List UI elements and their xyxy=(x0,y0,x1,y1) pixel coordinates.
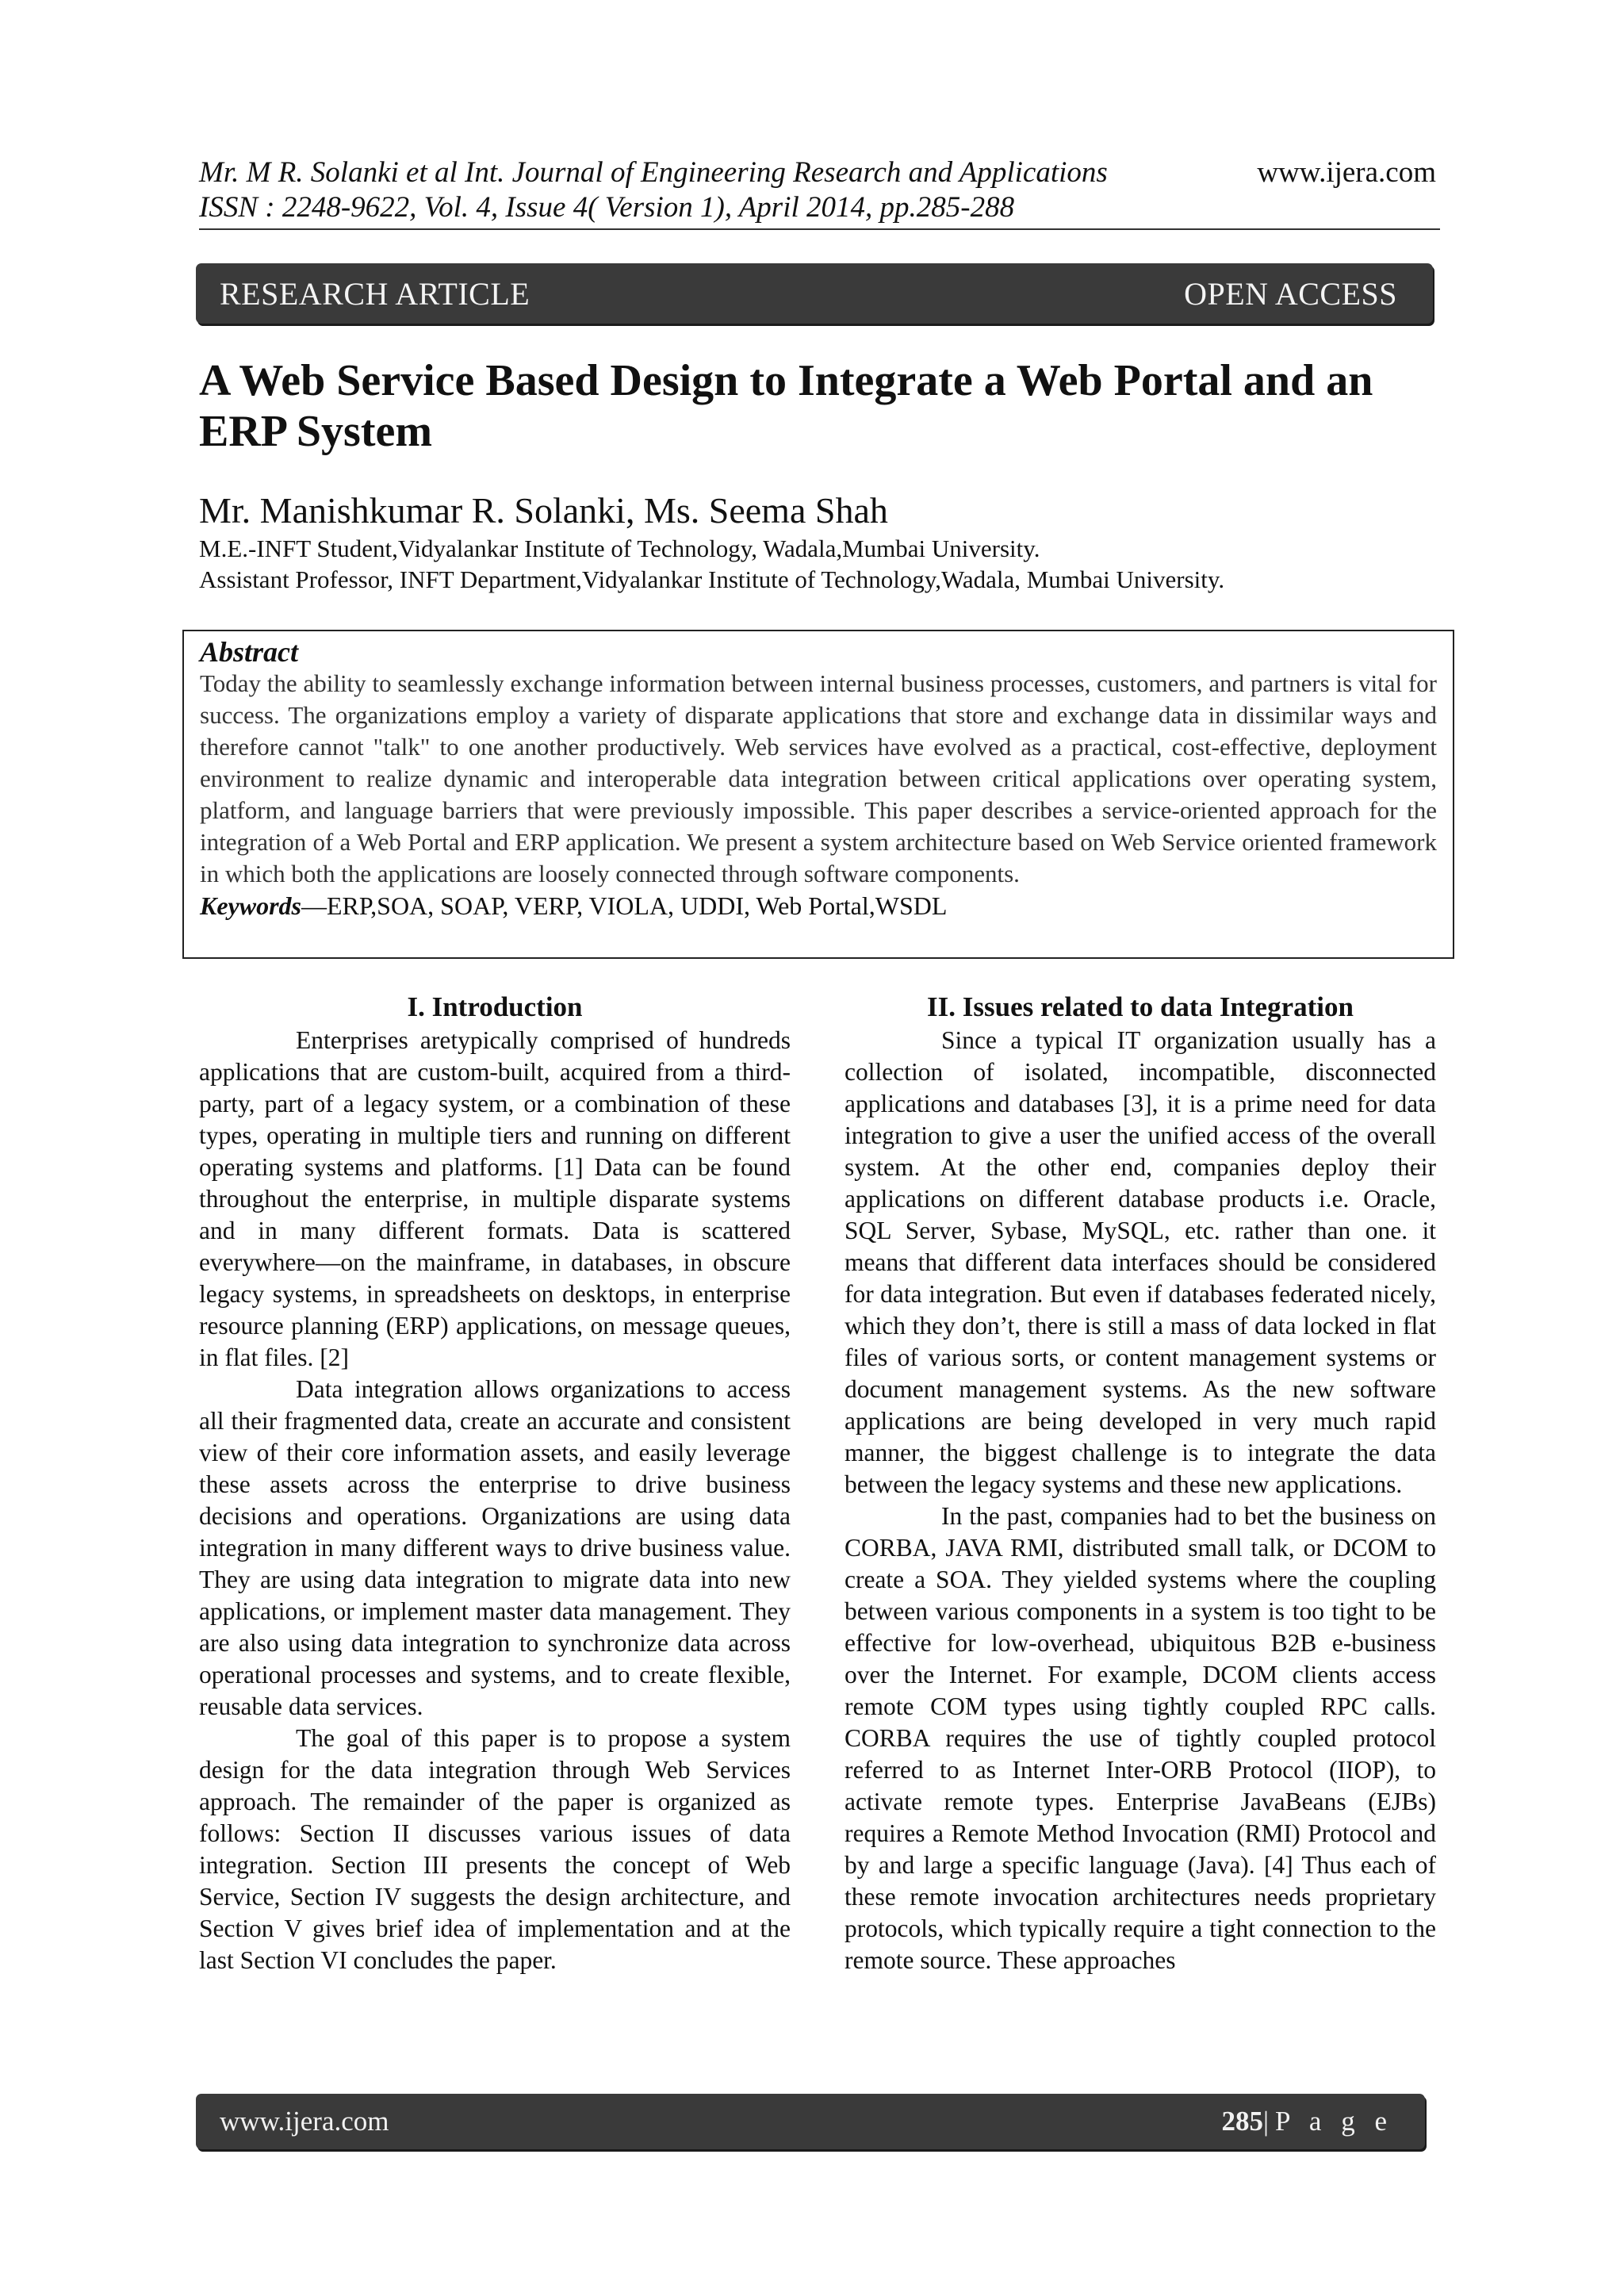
journal-header xyxy=(199,155,1436,225)
affiliations xyxy=(199,533,1468,595)
keywords-label: Keywords xyxy=(200,891,301,920)
journal-website[interactable]: www.ijera.com xyxy=(1257,156,1436,189)
section-heading-introduction: I. Introduction xyxy=(407,991,583,1022)
left-column xyxy=(199,991,791,1976)
paragraph: Since a typical IT organization usually has a collection of isolated, incompatible, disconnected applications and databases [3], it is a prime need for data integration to give a user the unified access of the overall system. At the other end, companies deploy their applications on different database products i.e. Oracle, SQL Server, Sybase, MySQL, etc. rather than one. it means that different data interfaces should be considered for data integration. But even if databases federated nicely, which they don’t, there is still a mass of data locked in flat files of various sorts, or content management systems or document management systems. As the new software applications are being developed in very much rapid manner, the biggest challenge is to integrate the data between the legacy systems and these new applications. xyxy=(845,1026,1436,1498)
page-label: |P a g e xyxy=(1263,2106,1393,2137)
paragraph: Data integration allows organizations to access all their fragmented data, create an accurate and consistent view of their core information assets, and easily leverage these assets across the enterprise to drive business decisions and operations. Organizations are using data integration in many different ways to drive business value. They are using data integration to migrate data into new applications, or implement master data management. They are also using data integration to synchronize data across operational processes and systems, and to create flexible, reusable data services. xyxy=(199,1375,791,1720)
abstract-heading: Abstract xyxy=(200,636,299,668)
affiliation-1: M.E.-INFT Student,Vidyalankar Institute of Technology, Wadala,Mumbai University. xyxy=(199,535,1040,562)
abstract-text: Today the ability to seamlessly exchange information between internal business processes, customers, and partners is vital for success. The organizations employ a variety of disparate applications that store and exchange data in dissimilar ways and therefore cannot "talk" to one another productively. Web services have evolved as a practical, cost-effective, deployment environment to realize dynamic and interoperable data integration between critical applications over operating system, platform, and language barriers that were previously impossible. This paper describes a service-oriented approach for the integration of a Web Portal and ERP application. We present a system architecture based on Web Service oriented framework in which both the applications are loosely connected through software components. xyxy=(200,669,1437,887)
page-indicator xyxy=(1222,2106,1394,2137)
paragraph: Enterprises aretypically comprised of hundreds applications that are custom-built, acquired from a third-party, part of a legacy system, or a combination of these types, operating in multiple tiers and running on different operating systems and platforms. [1] Data can be found throughout the enterprise, in multiple disparate systems and in many different formats. Data is scattered everywhere—on the mainframe, in databases, in obscure legacy systems, in spreadsheets on desktops, in enterprise resource planning (ERP) applications, on message queues, in flat files. [2] xyxy=(199,1026,791,1371)
paper-title: A Web Service Based Design to Integrate a Web Portal and an ERP System xyxy=(199,356,1373,456)
article-type-label: RESEARCH ARTICLE xyxy=(220,275,530,312)
header-divider xyxy=(199,228,1440,230)
affiliation-2: Assistant Professor, INFT Department,Vidyalankar Institute of Technology,Wadala, Mumbai University. xyxy=(199,565,1225,593)
open-access-label: OPEN ACCESS xyxy=(1184,275,1397,312)
footer-website[interactable]: www.ijera.com xyxy=(220,2106,389,2137)
keywords-line xyxy=(200,890,1437,922)
keywords-list: —ERP,SOA, SOAP, VERP, VIOLA, UDDI, Web Portal,WSDL xyxy=(301,891,948,920)
page-number: 285 xyxy=(1221,2106,1263,2137)
paragraph: The goal of this paper is to propose a system design for the data integration through Web Services approach. The remainder of the paper is organized as follows: Section II discusses various issues of data integration. Section III presents the concept of Web Service, Section IV suggests the design architecture, and Section V gives brief idea of implementation and at the last Section VI concludes the paper. xyxy=(199,1724,791,1974)
article-banner xyxy=(196,263,1433,324)
issn-line: ISSN : 2248-9622, Vol. 4, Issue 4( Version 1), April 2014, pp.285-288 xyxy=(199,191,1015,224)
author-list: Mr. Manishkumar R. Solanki, Ms. Seema Shah xyxy=(199,490,888,531)
paragraph: In the past, companies had to bet the business on CORBA, JAVA RMI, distributed small talk, or DCOM to create a SOA. They yielded systems where the coupling between various components in a system is too tight to be effective for low-overhead, ubiquitous B2B e-business over the Internet. For example, DCOM clients access remote COM types using tightly coupled RPC calls. CORBA requires the use of tightly coupled protocol referred to as Internet Inter-ORB Protocol (IIOP), to activate remote types. Enterprise JavaBeans (EJBs) requires a Remote Method Invocation (RMI) Protocol and by and large a specific language (Java). [4] Thus each of these remote invocation architectures needs proprietary protocols, which typically require a tight connection to the remote source. These approaches xyxy=(845,1502,1436,1974)
journal-citation: Mr. M R. Solanki et al Int. Journal of Engineering Research and Applications xyxy=(199,156,1108,189)
page-footer xyxy=(196,2094,1425,2149)
abstract-box xyxy=(182,630,1454,959)
section-heading-data-integration-issues: II. Issues related to data Integration xyxy=(927,991,1354,1022)
right-column xyxy=(845,991,1436,1976)
